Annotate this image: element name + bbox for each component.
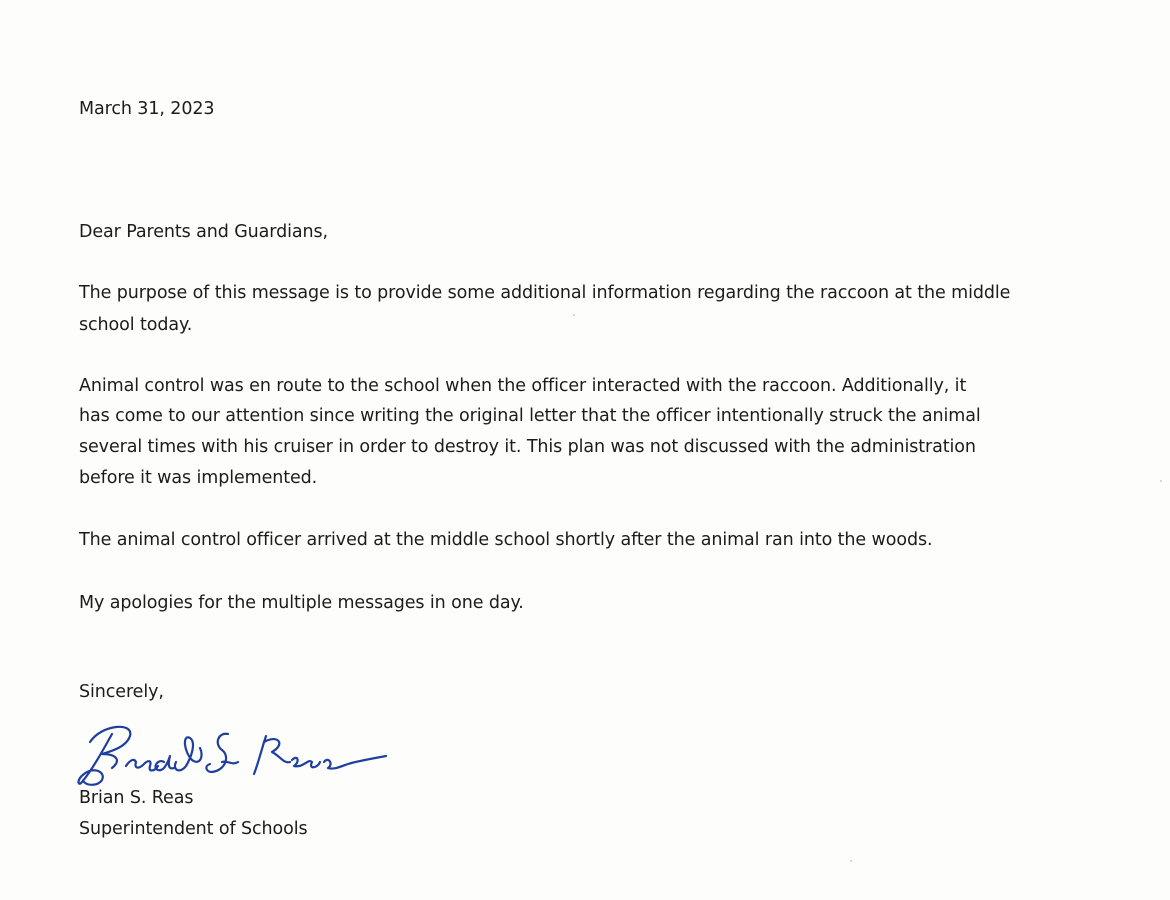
paragraph-2-line-1: Animal control was en route to the school when the officer interacted with the raccoon. Additionally, it xyxy=(79,376,967,396)
paper-speck xyxy=(1160,480,1162,482)
paper-speck xyxy=(850,860,852,862)
handwritten-signature xyxy=(72,712,392,792)
paragraph-1-line-1: The purpose of this message is to provide some additional information regarding the raccoon at the middle xyxy=(79,283,1011,303)
letter-date: March 31, 2023 xyxy=(79,99,215,119)
paragraph-2-line-4: before it was implemented. xyxy=(79,468,318,488)
letter-salutation: Dear Parents and Guardians, xyxy=(79,222,328,242)
paragraph-4: My apologies for the multiple messages in one day. xyxy=(79,593,524,613)
signatory-title: Superintendent of Schools xyxy=(79,819,308,839)
paragraph-1-line-2: school today. xyxy=(79,315,193,335)
paragraph-2-line-3: several times with his cruiser in order to destroy it. This plan was not discussed with the administration xyxy=(79,437,976,457)
signatory-name: Brian S. Reas xyxy=(79,788,194,808)
paragraph-3: The animal control officer arrived at the middle school shortly after the animal ran into the woods. xyxy=(79,530,933,550)
letter-closing: Sincerely, xyxy=(79,682,164,702)
paragraph-2-line-2: has come to our attention since writing the original letter that the officer intentionally struck the animal xyxy=(79,406,981,426)
paper-speck xyxy=(573,314,575,316)
